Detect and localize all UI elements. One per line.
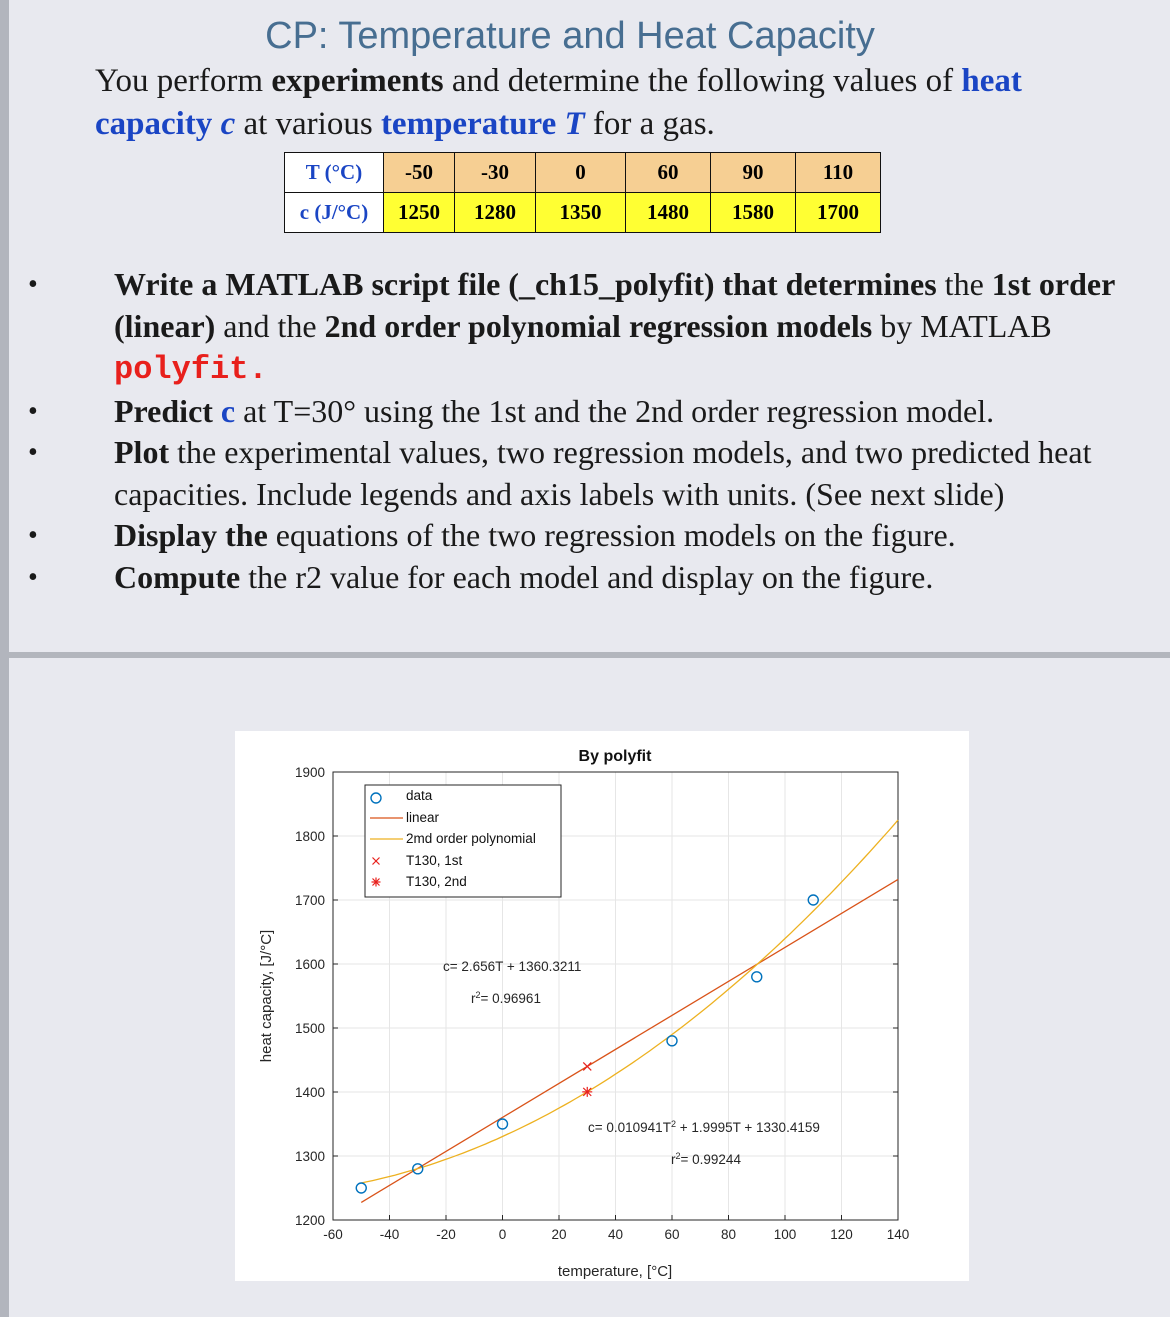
legend-label-polynomial: 2md order polynomial <box>406 831 536 846</box>
data-markers <box>356 895 818 1193</box>
bullet-item: • Plot the experimental values, two regression models, and two predicted heat capacities. Include legends and axis labels with units. (See next slide) <box>28 434 1092 512</box>
y-tick-label: 1500 <box>294 1021 325 1036</box>
temperature-cell: 60 <box>626 153 711 193</box>
data-point <box>356 1183 366 1193</box>
polyfit-chart <box>235 731 969 1281</box>
capacity-header: c (J/°C) <box>285 193 384 233</box>
x-tick-label: 20 <box>551 1227 567 1242</box>
bullet-dot: • <box>28 561 38 593</box>
polyfit-keyword: polyfit. <box>114 351 268 388</box>
temperature-cell: -50 <box>384 153 455 193</box>
y-tick-label: 1800 <box>294 829 325 844</box>
linear-equation: c= 2.656T + 1360.3211 <box>443 959 582 974</box>
task-bullets <box>0 264 1160 598</box>
linear-r2: $r^2= 0.96961$ <box>471 990 541 1006</box>
slide-title: CP: Temperature and Heat Capacity <box>265 15 875 57</box>
legend-label-pred2: T130, 2nd <box>406 874 467 889</box>
capacity-row <box>285 193 881 233</box>
x-tick-label: 120 <box>830 1227 853 1242</box>
legend-symbol-pred2 <box>372 878 381 887</box>
y-tick-label: 1900 <box>294 765 325 780</box>
bullet-dot: • <box>28 437 38 468</box>
capacity-cell: 1250 <box>384 193 455 233</box>
bullet-item: • Write a MATLAB script file (_ch15_polyfit) that determines the 1st order (linear) and the 2nd order polynomial regression models by MATLAB polyfit. <box>28 266 1115 388</box>
legend-label-pred1: T130, 1st <box>406 853 463 868</box>
linear-fit-line <box>361 879 898 1202</box>
capacity-cell: 1280 <box>455 193 536 233</box>
capacity-cell: 1580 <box>711 193 796 233</box>
chart-title: By polyfit <box>578 748 652 765</box>
temperature-cell: 90 <box>711 153 796 193</box>
temperature-cell: 0 <box>536 153 626 193</box>
capacity-cell: 1350 <box>536 193 626 233</box>
matlab-figure <box>235 731 969 1281</box>
x-tick-label: 40 <box>607 1227 624 1242</box>
x-tick-label: -40 <box>379 1227 400 1242</box>
slide-left-bar <box>0 0 9 1317</box>
temperature-header: T (°C) <box>285 153 384 193</box>
temperature-row <box>285 153 881 193</box>
quadratic-r2: $r^2= 0.99244$ <box>671 1151 741 1167</box>
data-table <box>284 152 881 233</box>
prediction-linear-marker <box>583 1062 591 1070</box>
x-axis-label: temperature, [°C] <box>557 1263 673 1280</box>
prediction-quadratic-marker <box>582 1087 592 1097</box>
bullet-dot: • <box>28 520 38 551</box>
y-tick-label: 1400 <box>294 1085 325 1100</box>
x-tick-label: 140 <box>886 1227 910 1242</box>
bullet-dot: • <box>28 269 38 300</box>
y-tick-label: 1200 <box>294 1213 325 1228</box>
capacity-cell: 1700 <box>796 193 881 233</box>
x-tick-label: -60 <box>323 1227 343 1242</box>
bullet-item: • Compute the r2 value for each model and display on the figure. <box>0 557 1160 599</box>
capacity-cell: 1480 <box>626 193 711 233</box>
temperature-cell: -30 <box>455 153 536 193</box>
x-tick-label: 60 <box>664 1227 680 1242</box>
y-tick-label: 1700 <box>294 893 325 908</box>
x-tick-label: 0 <box>498 1227 507 1242</box>
intro-paragraph: You perform experiments and determine the following values of heat capacity c at various temperature T for a gas. <box>95 63 1022 142</box>
x-tick-label: -20 <box>436 1227 456 1242</box>
x-tick-label: 100 <box>773 1227 797 1242</box>
y-tick-label: 1600 <box>294 957 325 972</box>
temperature-cell: 110 <box>796 153 881 193</box>
y-tick-label: 1300 <box>294 1149 325 1164</box>
quadratic-equation: $c= 0.010941T^2 + 1.9995T + 1330.4159$ <box>588 1119 820 1135</box>
data-point <box>752 972 762 982</box>
bullet-dot: • <box>28 395 38 427</box>
bullet-item: • Predict c at T=30° using the 1st and the 2nd order regression model. <box>0 391 1160 433</box>
chart-legend <box>365 785 561 897</box>
x-tick-label: 80 <box>720 1227 737 1242</box>
slide-divider <box>9 652 1170 658</box>
legend-label-linear: linear <box>406 810 440 825</box>
legend-label-data: data <box>406 788 433 803</box>
y-axis-label: heat capacity, [J/°C] <box>258 929 275 1063</box>
bullet-item: • Display the equations of the two regression models on the figure. <box>0 515 1160 557</box>
